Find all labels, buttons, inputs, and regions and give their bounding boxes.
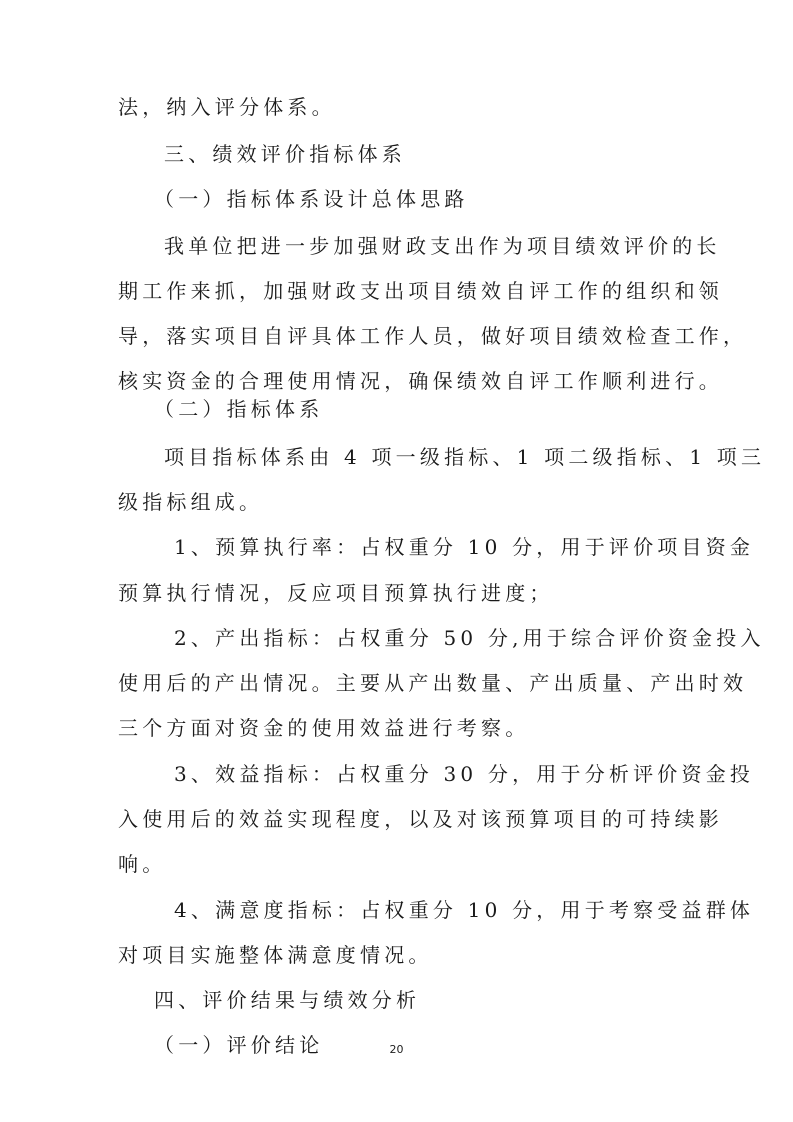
- text-line-9: 项目指标体系由 4 项一级指标、1 项二级指标、1 项三: [164, 445, 766, 469]
- indicator-2-line-2: 使用后的产出情况。主要从产出数量、产出质量、产出时效: [118, 671, 748, 695]
- subsection-heading-2: （二）指标体系: [154, 397, 324, 421]
- page-number: 20: [389, 1043, 404, 1056]
- indicator-3-line-2: 入使用后的效益实现程度，以及对该预算项目的可持续影: [118, 807, 723, 831]
- subsection-heading-1: （一）指标体系设计总体思路: [154, 187, 469, 211]
- text-line-7: 核实资金的合理使用情况，确保绩效自评工作顺利进行。: [118, 369, 723, 393]
- indicator-2-line-3: 三个方面对资金的使用效益进行考察。: [118, 716, 530, 740]
- text-line-4: 我单位把进一步加强财政支出作为项目绩效评价的长: [164, 234, 721, 258]
- indicator-4-line-2: 对项目实施整体满意度情况。: [118, 943, 433, 967]
- indicator-2-line-1: 2、产出指标：占权重分 50 分,用于综合评价资金投入: [174, 626, 765, 650]
- section-heading-3: 三、绩效评价指标体系: [164, 142, 406, 166]
- indicator-4-line-1: 4、满意度指标：占权重分 10 分，用于考察受益群体: [174, 898, 755, 922]
- indicator-1-line-2: 预算执行情况，反应项目预算执行进度；: [118, 581, 554, 605]
- indicator-3-line-3: 响。: [118, 852, 167, 876]
- indicator-1-line-1: 1、预算执行率：占权重分 10 分，用于评价项目资金: [174, 535, 755, 559]
- text-line-5: 期工作来抓，加强财政支出项目绩效自评工作的组织和领: [118, 279, 723, 303]
- text-line-1: 法，纳入评分体系。: [118, 95, 336, 119]
- indicator-3-line-1: 3、效益指标：占权重分 30 分，用于分析评价资金投: [174, 762, 755, 786]
- section-heading-4: 四、评价结果与绩效分析: [154, 988, 421, 1012]
- text-line-6: 导，落实项目自评具体工作人员，做好项目绩效检查工作，: [118, 324, 748, 348]
- subsection-heading-4-1: （一）评价结论: [154, 1033, 324, 1057]
- text-line-10: 级指标组成。: [118, 490, 264, 514]
